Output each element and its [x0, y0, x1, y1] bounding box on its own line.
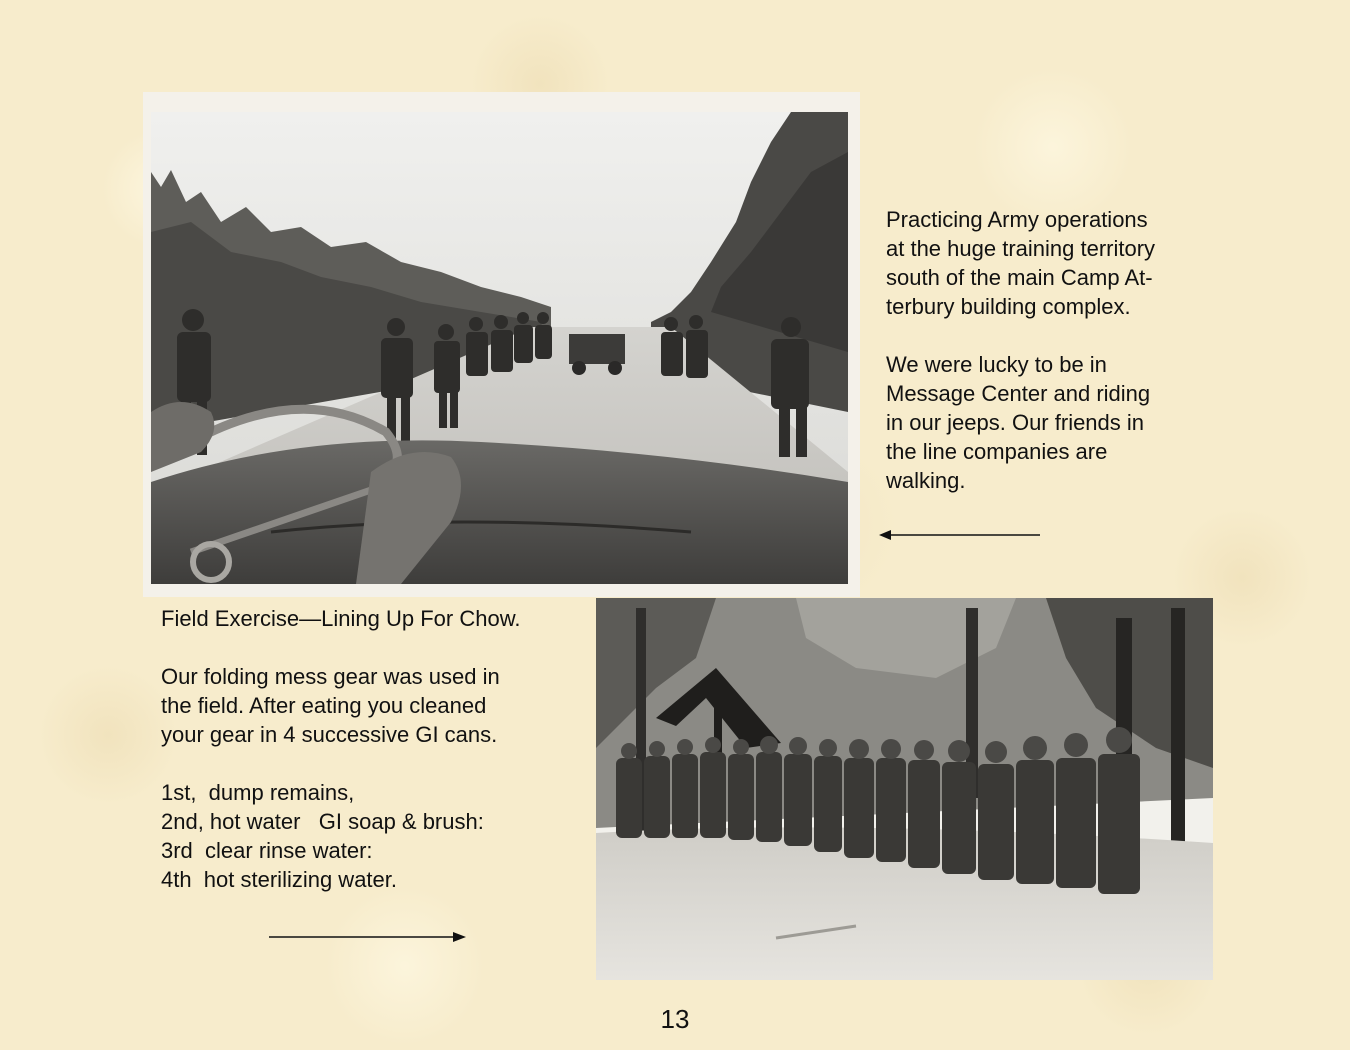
- caption-line: Practicing Army operations: [886, 207, 1148, 232]
- caption-title: Field Exercise—Lining Up For Chow.: [161, 606, 521, 631]
- chow-line-photo-image: [596, 598, 1213, 980]
- paragraph-gap: [886, 321, 1216, 350]
- step-line: 4th hot sterilizing water.: [161, 867, 398, 892]
- caption-line: We were lucky to be in: [886, 352, 1107, 377]
- caption-line: at the huge training territory: [886, 236, 1156, 261]
- step-line: 2nd, hot water GI soap & brush:: [161, 809, 484, 834]
- caption-line: Message Center and riding: [886, 381, 1151, 406]
- caption-line: the line companies are: [886, 439, 1108, 464]
- caption-line: your gear in 4 successive GI cans.: [161, 722, 498, 747]
- caption-line: terbury building complex.: [886, 294, 1131, 319]
- caption-line: walking.: [886, 468, 966, 493]
- paragraph-gap: [161, 749, 591, 778]
- caption-line: Our folding mess gear was used in: [161, 664, 500, 689]
- arrow-right-icon: [268, 930, 468, 944]
- page-number: 13: [660, 1004, 690, 1034]
- caption-line: south of the main Camp At-: [886, 265, 1153, 290]
- caption-line: the field. After eating you cleaned: [161, 693, 487, 718]
- chow-line-caption: [161, 604, 591, 894]
- step-line: 3rd clear rinse water:: [161, 838, 373, 863]
- photo-soldiers-marching-from-jeep: [143, 92, 860, 597]
- photo-soldiers-lining-up-for-chow: [596, 598, 1213, 980]
- step-line: 1st, dump remains,: [161, 780, 355, 805]
- arrow-left-icon: [878, 528, 1043, 542]
- paragraph-gap: [161, 633, 591, 662]
- jeep-photo-caption: [886, 205, 1216, 495]
- jeep-road-photo-image: [151, 112, 848, 584]
- caption-line: in our jeeps. Our friends in: [886, 410, 1145, 435]
